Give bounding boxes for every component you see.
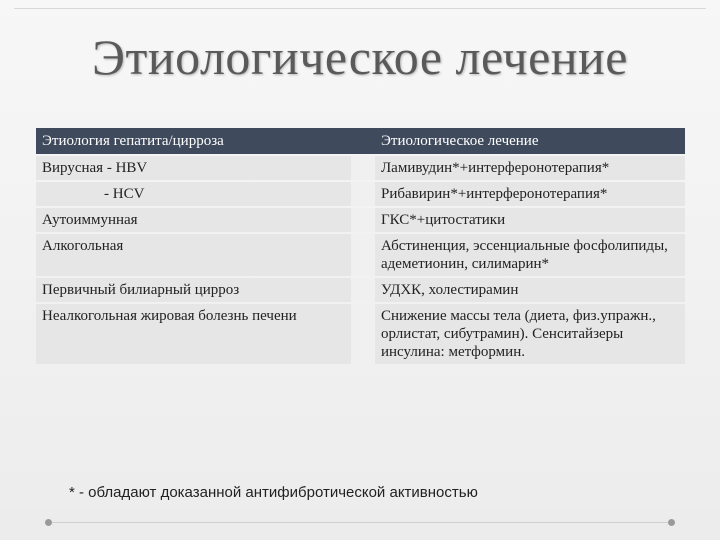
etiology-cell: Аутоиммунная — [36, 208, 351, 232]
table-row — [36, 278, 685, 302]
treatment-cell: Рибавирин*+интерферонотерапия* — [351, 182, 685, 206]
etiology-cell: Вирусная - HBV — [36, 156, 351, 180]
header-cell-treatment: Этиологическое лечение — [351, 128, 685, 154]
table-row — [36, 156, 685, 180]
header-cell-etiology: Этиология гепатита/цирроза — [36, 128, 351, 154]
divider-left-dot — [45, 519, 52, 526]
etiology-cell: Первичный билиарный цирроз — [36, 278, 351, 302]
bottom-divider — [48, 522, 672, 523]
table-row — [36, 208, 685, 232]
table-header-row — [36, 128, 685, 154]
top-divider — [14, 8, 706, 9]
treatment-cell: Абстиненция, эссенциальные фосфолипиды, адеметионин, силимарин* — [351, 234, 685, 276]
divider-right-dot — [668, 519, 675, 526]
table-row — [36, 234, 685, 276]
etiology-cell — [36, 182, 351, 206]
table-row — [36, 182, 685, 206]
treatment-cell: ГКС*+цитостатики — [351, 208, 685, 232]
treatment-cell: УДХК, холестирамин — [351, 278, 685, 302]
table-row — [36, 304, 685, 364]
etiology-table — [36, 126, 685, 366]
footnote: * - обладают доказанной антифибротической активностью — [69, 484, 478, 501]
slide-title: Этиологическое лечение — [92, 29, 628, 85]
etiology-cell-text: - HCV — [104, 186, 145, 202]
etiology-cell: Неалкогольная жировая болезнь печени — [36, 304, 351, 364]
treatment-cell: Ламивудин*+интерферонотерапия* — [351, 156, 685, 180]
etiology-cell: Алкогольная — [36, 234, 351, 276]
treatment-cell: Снижение массы тела (диета, физ.упражн., орлистат, сибутрамин). Сенситайзеры инсулина: метформин. — [351, 304, 685, 364]
